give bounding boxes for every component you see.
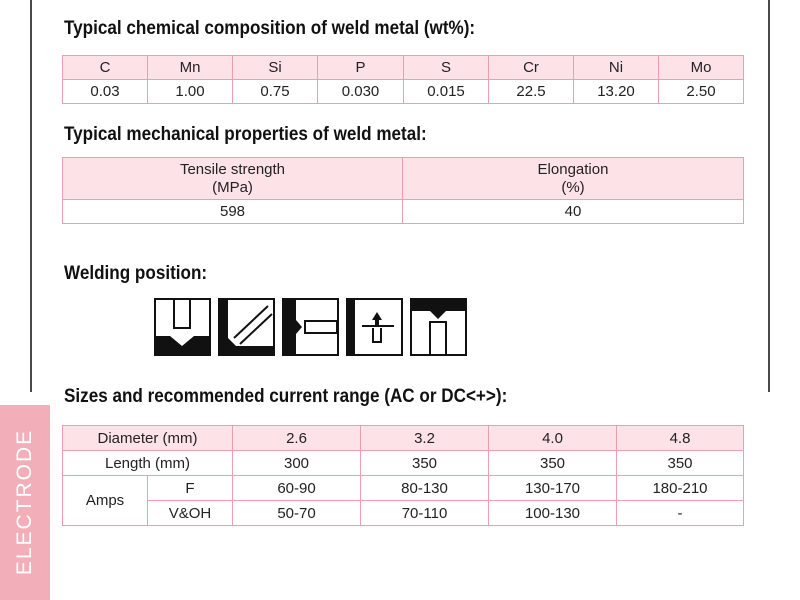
element-value-c: 0.03 [63,80,148,104]
elongation-value: 40 [403,200,744,224]
amps-label: Amps [63,476,148,526]
element-header-mo: Mo [659,56,744,80]
welding-position-title: Welding position: [64,263,208,284]
f-amps-value: 60-90 [233,476,361,501]
elongation-unit: (%) [561,178,585,196]
element-header-s: S [404,56,489,80]
voh-amps-value: 70-110 [361,501,489,526]
element-header-cr: Cr [489,56,574,80]
page-frame-right-rule [768,0,770,392]
element-header-ni: Ni [574,56,659,80]
chemical-composition-title: Typical chemical composition of weld metal (wt%): [64,18,476,39]
tensile-strength-value: 598 [63,200,403,224]
length-value: 350 [617,451,744,476]
length-value: 350 [489,451,617,476]
element-value-ni: 13.20 [574,80,659,104]
flat-position-icon [155,299,210,355]
elongation-header [403,158,744,200]
overhead-position-icon [411,299,466,355]
voh-amps-value: 100-130 [489,501,617,526]
element-value-p: 0.030 [318,80,404,104]
sizes-current-table [62,425,744,526]
vertical-position-icon [283,299,338,355]
element-header-si: Si [233,56,318,80]
mechanical-value-row [63,200,744,224]
tensile-strength-label: Tensile strength [179,160,286,178]
voh-label: V&OH [148,501,233,526]
electrode-side-tab [0,405,50,600]
f-amps-value: 180-210 [617,476,744,501]
welding-position-icons [154,298,474,356]
mechanical-header-row [63,158,744,200]
f-amps-value: 130-170 [489,476,617,501]
element-value-mn: 1.00 [148,80,233,104]
diameter-row [63,426,744,451]
sizes-title: Sizes and recommended current range (AC or DC<+>): [64,386,508,407]
mechanical-properties-title: Typical mechanical properties of weld metal: [64,124,427,145]
element-value-si: 0.75 [233,80,318,104]
diameter-label: Diameter (mm) [63,426,233,451]
tensile-strength-header [63,158,403,200]
element-header-p: P [318,56,404,80]
length-value: 300 [233,451,361,476]
diameter-value: 4.8 [617,426,744,451]
amps-voh-row [63,501,744,526]
element-value-mo: 2.50 [659,80,744,104]
elongation-label: Elongation [537,160,609,178]
diameter-value: 3.2 [361,426,489,451]
amps-f-row [63,476,744,501]
mechanical-properties-table [62,157,744,224]
chemical-header-row [63,56,744,80]
element-value-cr: 22.5 [489,80,574,104]
horizontal-position-icon [347,299,402,355]
chemical-composition-table [62,55,744,104]
flat-label: F [148,476,233,501]
side-tab-label: ELECTRODE [13,428,36,576]
diameter-value: 4.0 [489,426,617,451]
voh-amps-value: 50-70 [233,501,361,526]
voh-amps-value: - [617,501,744,526]
page-frame-left-rule [30,0,32,392]
length-value: 350 [361,451,489,476]
f-amps-value: 80-130 [361,476,489,501]
chemical-value-row [63,80,744,104]
horizontal-fillet-position-icon [219,299,274,355]
element-header-c: C [63,56,148,80]
length-label: Length (mm) [63,451,233,476]
diameter-value: 2.6 [233,426,361,451]
element-value-s: 0.015 [404,80,489,104]
tensile-strength-unit: (MPa) [212,178,253,196]
length-row [63,451,744,476]
element-header-mn: Mn [148,56,233,80]
